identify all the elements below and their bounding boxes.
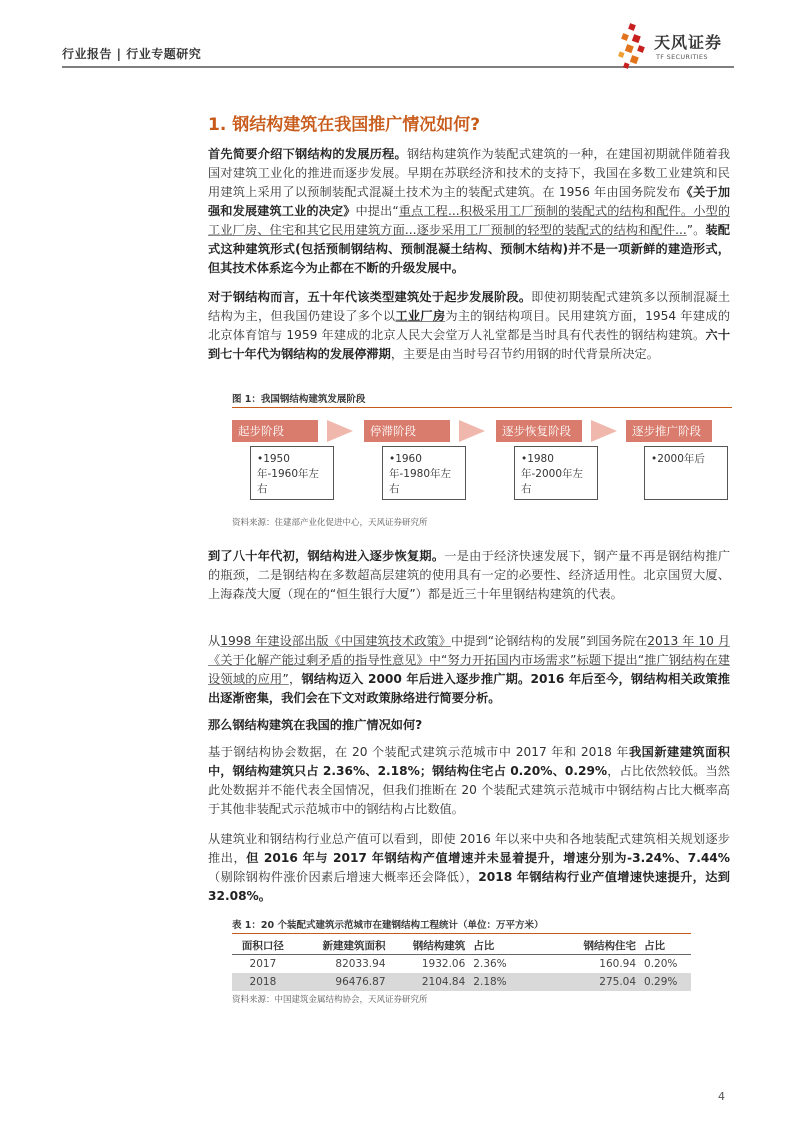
- stage-1-label: 起步阶段: [232, 420, 318, 442]
- cell-year: 2017: [249, 958, 277, 970]
- p1-quote-open: 中提出“: [355, 204, 399, 218]
- p2-lead: 对于钢结构而言，五十年代该类型建筑处于起步发展阶段。: [208, 290, 532, 304]
- p3-body: 一是由于经济快速发展下，钢产量不再是钢结构推广的瓶颈，二是钢结构在多数超高层建筑的使用具有一定的必要性、经济适用性。北京国贸大厦、上海森茂大厦（现在的“恒生银行大厦”）都是近三十年里钢结构建筑的代表。: [208, 549, 731, 601]
- stage-4-label: 逐步推广阶段: [626, 420, 712, 442]
- col-header-share: 占比: [469, 936, 510, 955]
- stage-2-period: •1960年-1980年左右: [382, 446, 466, 500]
- paragraph-early-stage: [208, 288, 730, 364]
- p4-policy-1998: 1998 年建设部出版《中国建筑技术政策》: [220, 634, 451, 648]
- col-header-scope: 面积口径: [232, 936, 294, 955]
- question-heading: 那么钢结构建筑在我国的推广情况如何?: [208, 718, 423, 732]
- cell-share: 2.18%: [469, 973, 510, 991]
- p1-quote: 重点工程...积极采用工厂预制的装配式的结构和配件。小型的工业厂房、住宅和其它民用建筑方面...逐步采用工厂预制的轻型的装配式的结构和配件...: [208, 204, 731, 237]
- p6-body2: ，占比依然较低。当然此处数据并不能代表全国情况，但我们推断在 20 个装配式建筑示范城市中钢结构占比大概率高于其他非装配式示范城市中的钢结构占比数值。: [208, 764, 730, 816]
- p4-policy-2013: 2013 年 10 月《关于化解产能过剩矛盾的指导性意见》: [208, 634, 731, 667]
- table-rule: [232, 933, 691, 934]
- logo-text-cn: 天风证券: [654, 33, 723, 52]
- page-number: 4: [718, 1090, 725, 1103]
- table-row: [232, 973, 691, 991]
- p6-body: 基于钢结构协会数据，在 20 个装配式建筑示范城市中 2017 年和 2018 年: [208, 745, 629, 759]
- p1-body: 钢结构建筑作为装配式建筑的一种，在建国初期就伴随着我国对建筑工业化的推进而逐步发展。早期在苏联经济和技术的支持下，我国在多数工业建筑和民用建筑上采用了以预制装配式混凝土技术为主的装配式建筑。在 1956 年由国务院发布: [208, 147, 731, 199]
- cell-share-2: 0.20%: [644, 958, 678, 970]
- cell-share: 2.36%: [473, 958, 507, 970]
- arrow-right-icon: [459, 420, 485, 442]
- p1-decision-title: 《关于加强和发展建筑工业的决定》: [208, 185, 731, 218]
- p6-highlight: 我国新建建筑面积中，钢结构建筑只占 2.36%、2.18%；钢结构住宅占 0.20%、0.29%: [208, 745, 730, 778]
- cell-new-area: 96476.87: [294, 973, 390, 991]
- cell-steel-building: 1932.06: [421, 958, 466, 970]
- paragraph-policy: [208, 632, 730, 708]
- p7-note: （剔除钢构件涨价因素后增速大概率还会降低），: [208, 870, 479, 884]
- arrow-right-icon: [591, 420, 617, 442]
- paragraph-recovery: [208, 547, 730, 604]
- cell-steel-residential: 160.94: [599, 958, 637, 970]
- p4-quote: 中“努力开拓国内市场需求”标题下提出“推广钢结构在建设领域的应用”: [208, 653, 730, 686]
- table-source: 资料来源：中国建筑金属结构协会，天风证券研究所: [232, 995, 428, 1005]
- p1-conclusion: 装配式这种建筑形式(包括预制钢结构、预制混凝土结构、预制木结构)并不是一项新鲜的建造形式，但其技术体系迄今为止都在不断的升级发展中。: [208, 223, 730, 275]
- cell-steel-building: 2104.84: [390, 973, 470, 991]
- table-title: 表 1：20 个装配式建筑示范城市在建钢结构工程统计（单位：万平方米）: [232, 920, 544, 931]
- p2-body3: ，主要是由当时号召节约用钢的时代背景所决定。: [390, 347, 659, 361]
- figure-title: 图 1：我国钢结构建筑发展阶段: [232, 394, 366, 405]
- steel-structure-table: [232, 936, 691, 991]
- col-header-share-2: 占比: [640, 936, 691, 955]
- col-header-new-area: 新建建筑面积: [294, 936, 390, 955]
- cell-new-area: 82033.94: [335, 958, 386, 970]
- company-logo: [616, 22, 738, 72]
- table-header-row: [232, 936, 691, 955]
- col-header-steel-building: 钢结构建筑: [390, 936, 470, 955]
- table-row: [232, 955, 691, 974]
- arrow-right-icon: [327, 420, 353, 442]
- p4-mid: 中提到“论钢结构的发展”到国务院在: [451, 634, 648, 648]
- p7-2018: 2018 年钢结构行业产值增速快速提升，达到 32.08%。: [208, 870, 730, 903]
- stage-2-label: 停滞阶段: [364, 420, 450, 442]
- stage-1-period: •1950年-1960年左右: [250, 446, 334, 500]
- p2-body2: 为主的钢结构项目。民用建筑方面，1954 年建成的北京体育馆与 1959 年建成的北京人民大会堂万人礼堂都是当时具有代表性的钢结构建筑。: [208, 309, 731, 342]
- section-title: 1. 钢结构建筑在我国推广情况如何?: [208, 115, 481, 135]
- col-header-steel-residential: 钢结构住宅: [511, 936, 640, 955]
- p4-from: 从: [208, 634, 221, 648]
- paragraph-output-value: [208, 830, 730, 906]
- p4-conclusion: 钢结构迈入 2000 年后进入逐步推广期。2016 年后至今，钢结构相关政策推出逐渐密集，我们会在下文对政策脉络进行简要分析。: [208, 672, 730, 705]
- figure-rule: [232, 407, 732, 408]
- cell-share-2: 0.29%: [640, 973, 691, 991]
- paragraph-history: [208, 145, 730, 278]
- p7-growth: 但 2016 年与 2017 年钢结构产值增速并未显着提升，增速分别为-3.24%、7.44%: [246, 851, 730, 865]
- p2-body: 即使初期装配式建筑多以预制混凝土结构为主，但我国仍建设了多个以: [208, 290, 731, 323]
- p3-lead: 到了八十年代初，钢结构进入逐步恢复期。: [208, 549, 445, 563]
- logo-mark-icon: [616, 22, 652, 72]
- p2-industrial-plant: 工业厂房: [395, 309, 446, 323]
- stage-3-period: •1980年-2000年左右: [514, 446, 598, 500]
- p1-quote-close: ”。: [686, 223, 706, 237]
- stage-3-label: 逐步恢复阶段: [496, 420, 582, 442]
- cell-steel-residential: 275.04: [511, 973, 640, 991]
- p4-comma: ，: [288, 672, 302, 686]
- p7-body: 从建筑业和钢结构行业总产值可以看到，即使 2016 年以来中央和各地装配式建筑相关规划逐步推出，: [208, 832, 730, 865]
- report-category: 行业报告 | 行业专题研究: [62, 47, 202, 61]
- figure-source: 资料来源：住建部产业化促进中心，天风证券研究所: [232, 518, 428, 528]
- paragraph-share-data: [208, 743, 730, 819]
- p2-stagnation: 六十到七十年代为钢结构的发展停滞期: [208, 328, 731, 361]
- cell-year: 2018: [232, 973, 294, 991]
- stage-4-period: •2000年后: [644, 446, 728, 500]
- logo-text-en: TF SECURITIES: [656, 53, 708, 61]
- p1-lead: 首先简要介绍下钢结构的发展历程。: [208, 147, 407, 161]
